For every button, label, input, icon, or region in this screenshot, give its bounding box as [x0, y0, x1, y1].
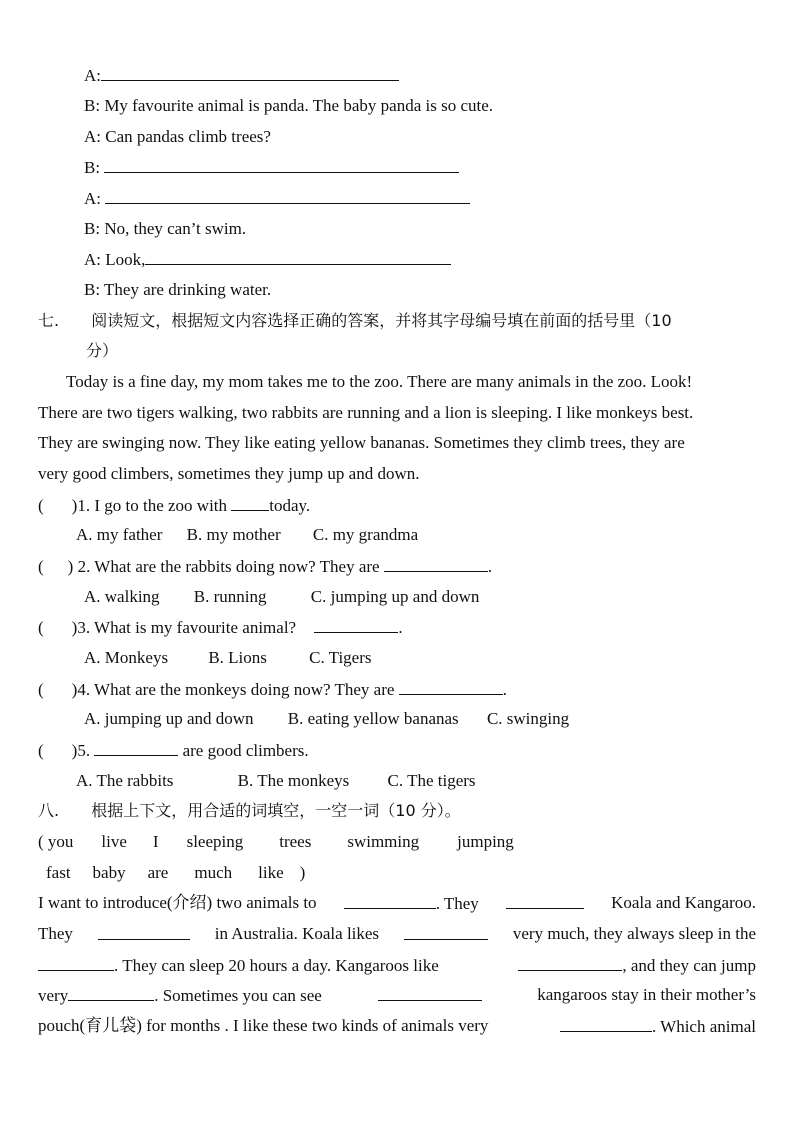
passage-line: They are swinging now. They like eating yellow bananas. Sometimes they climb trees, they are: [38, 433, 685, 452]
passage-text: , and they can jump: [622, 956, 756, 975]
dialogue-text: No, they can’t swim.: [104, 219, 247, 238]
question-3: [38, 616, 403, 639]
option-b[interactable]: B. Lions: [208, 648, 267, 667]
word-bank-item: I: [152, 832, 159, 851]
answer-blank[interactable]: [105, 187, 470, 204]
passage-text: They: [38, 924, 73, 943]
dialogue-line-4: [84, 156, 459, 179]
passage-text: . They: [435, 894, 479, 913]
word-bank-item: jumping: [457, 832, 514, 851]
speaker-label: B:: [84, 219, 101, 238]
answer-blank[interactable]: [560, 1015, 652, 1032]
speaker-label: B:: [84, 280, 101, 299]
option-a[interactable]: A. my father: [76, 525, 163, 544]
dialogue-line-7: [84, 248, 451, 271]
answer-blank[interactable]: [399, 678, 503, 695]
passage-text: very: [38, 986, 69, 1005]
answer-bracket-open[interactable]: (: [38, 496, 44, 515]
word-bank-paren: (: [38, 832, 44, 851]
dialogue-text: Look,: [105, 250, 146, 269]
option-c[interactable]: C. jumping up and down: [310, 587, 480, 606]
word-bank-item: swimming: [347, 832, 420, 851]
options-3: [84, 647, 372, 669]
dialogue-line-8: [84, 279, 271, 301]
option-b[interactable]: B. eating yellow bananas: [287, 709, 459, 728]
question-number: 3.: [77, 618, 91, 637]
answer-blank[interactable]: [314, 616, 398, 633]
word-bank-item: fast: [46, 863, 71, 882]
dialogue-line-5: [84, 187, 470, 210]
answer-blank[interactable]: [68, 984, 154, 1001]
question-5: [38, 739, 309, 762]
question-text: .: [487, 557, 493, 576]
option-b[interactable]: B. running: [193, 587, 267, 606]
question-number: 2.: [77, 557, 91, 576]
passage-text: kangaroos stay in their mother’s: [537, 985, 756, 1004]
word-bank-item: baby: [92, 863, 126, 882]
passage-text: Koala and Kangaroo.: [611, 893, 756, 912]
question-text: .: [398, 618, 403, 637]
word-bank-item: you: [47, 832, 74, 851]
passage-line: Today is a fine day, my mom takes me to the zoo. There are many animals in the zoo. Look!: [66, 372, 693, 391]
section-instruction-continued: 分）: [86, 341, 119, 360]
passage-text: in Australia. Koala likes: [214, 924, 380, 943]
option-a[interactable]: A. The rabbits: [76, 771, 174, 790]
dialogue-text: My favourite animal is panda. The baby panda is so cute.: [104, 96, 494, 115]
word-bank-item: are: [147, 863, 169, 882]
answer-blank[interactable]: [344, 892, 436, 909]
passage-text: very much, they always sleep in the: [512, 924, 756, 943]
question-number: 1.: [77, 496, 91, 515]
answer-blank[interactable]: [98, 923, 190, 940]
speaker-label: A:: [84, 250, 101, 269]
answer-bracket-close: ): [71, 618, 78, 637]
passage-text: I want to introduce(介绍) two animals to: [38, 893, 317, 912]
speaker-label: A:: [84, 189, 101, 208]
answer-blank[interactable]: [518, 954, 622, 971]
passage-8-line-2: [38, 923, 756, 945]
passage-text: pouch(育儿袋) for months . I like these two kinds of animals very: [38, 1016, 489, 1035]
passage-text: . Sometimes you can see: [154, 986, 322, 1005]
option-a[interactable]: A. jumping up and down: [84, 709, 254, 728]
passage-8-line-1: [38, 892, 756, 915]
option-b[interactable]: B. The monkeys: [237, 771, 350, 790]
speaker-label: A:: [84, 66, 101, 85]
question-text: What is my favourite animal?: [94, 618, 301, 637]
answer-blank[interactable]: [94, 739, 178, 756]
question-number: 4.: [77, 680, 91, 699]
dialogue-line-6: [84, 218, 246, 240]
passage-line: There are two tigers walking, two rabbits are running and a lion is sleeping. I like monkeys best.: [38, 403, 694, 422]
section7-heading: [38, 310, 672, 332]
passage-8-line-4: [38, 984, 756, 1007]
word-bank-item: sleeping: [186, 832, 244, 851]
word-bank-item: like: [258, 863, 284, 882]
section8-heading: [38, 800, 461, 822]
word-bank-line-1: [38, 831, 514, 853]
option-c[interactable]: C. swinging: [486, 709, 570, 728]
answer-blank[interactable]: [101, 64, 399, 81]
question-text: I go to the zoo with: [94, 496, 232, 515]
option-b[interactable]: B. my mother: [186, 525, 281, 544]
section-number: 七.: [38, 311, 60, 330]
section-instruction: 根据上下文，用合适的词填空，一空一词（10 分）。: [91, 801, 461, 820]
dialogue-line-1: [84, 64, 399, 87]
passage-8-line-3: [38, 954, 756, 977]
question-text: What are the rabbits doing now? They are: [94, 557, 384, 576]
answer-blank[interactable]: [145, 248, 451, 265]
answer-blank[interactable]: [506, 892, 584, 909]
question-text: are good climbers.: [178, 741, 309, 760]
options-2: [84, 586, 479, 608]
dialogue-line-3: [84, 126, 271, 148]
speaker-label: A:: [84, 127, 101, 146]
options-5: [76, 770, 476, 792]
option-c[interactable]: C. my grandma: [312, 525, 419, 544]
question-number: 5.: [77, 741, 91, 760]
word-bank-item: much: [194, 863, 233, 882]
options-1: [76, 524, 418, 546]
answer-bracket-close: ): [71, 741, 78, 760]
answer-bracket-open[interactable]: (: [38, 557, 44, 576]
answer-blank[interactable]: [404, 923, 488, 940]
question-2: [38, 555, 492, 578]
answer-blank[interactable]: [384, 555, 488, 572]
answer-bracket-open[interactable]: (: [38, 741, 44, 760]
option-c[interactable]: C. Tigers: [309, 648, 372, 667]
answer-bracket-close: ): [71, 496, 78, 515]
passage-line: very good climbers, sometimes they jump up and down.: [38, 464, 420, 483]
dialogue-text: Can pandas climb trees?: [105, 127, 271, 146]
section-instruction: 阅读短文，根据短文内容选择正确的答案，并将其字母编号填在前面的括号里（10: [91, 311, 672, 330]
option-a[interactable]: A. walking: [84, 587, 160, 606]
question-text: What are the monkeys doing now? They are: [94, 680, 399, 699]
answer-bracket-open[interactable]: (: [38, 680, 44, 699]
passage-text: . They can sleep 20 hours a day. Kangaroos like: [114, 956, 439, 975]
question-text: today.: [269, 496, 311, 515]
question-text: .: [502, 680, 507, 699]
word-bank-line-2: [46, 862, 305, 884]
passage-8-line-5: [38, 1015, 756, 1038]
answer-blank[interactable]: [378, 984, 482, 1001]
question-4: [38, 678, 507, 701]
dialogue-text: They are drinking water.: [104, 280, 272, 299]
answer-blank[interactable]: [104, 156, 459, 173]
dialogue-line-2: [84, 95, 493, 117]
word-bank-paren: ): [299, 863, 306, 882]
option-c[interactable]: C. The tigers: [387, 771, 476, 790]
question-1: [38, 494, 310, 517]
option-a[interactable]: A. Monkeys: [84, 648, 169, 667]
answer-bracket-close: ): [71, 680, 78, 699]
word-bank-item: trees: [279, 832, 312, 851]
options-4: [84, 708, 569, 730]
speaker-label: B:: [84, 158, 101, 177]
passage-text: . Which animal: [651, 1017, 756, 1036]
speaker-label: B:: [84, 96, 101, 115]
answer-blank[interactable]: [231, 494, 269, 511]
answer-blank[interactable]: [38, 954, 114, 971]
answer-bracket-open[interactable]: (: [38, 618, 44, 637]
answer-bracket-close: ): [67, 557, 74, 576]
section-number: 八.: [38, 801, 60, 820]
word-bank-item: live: [101, 832, 127, 851]
